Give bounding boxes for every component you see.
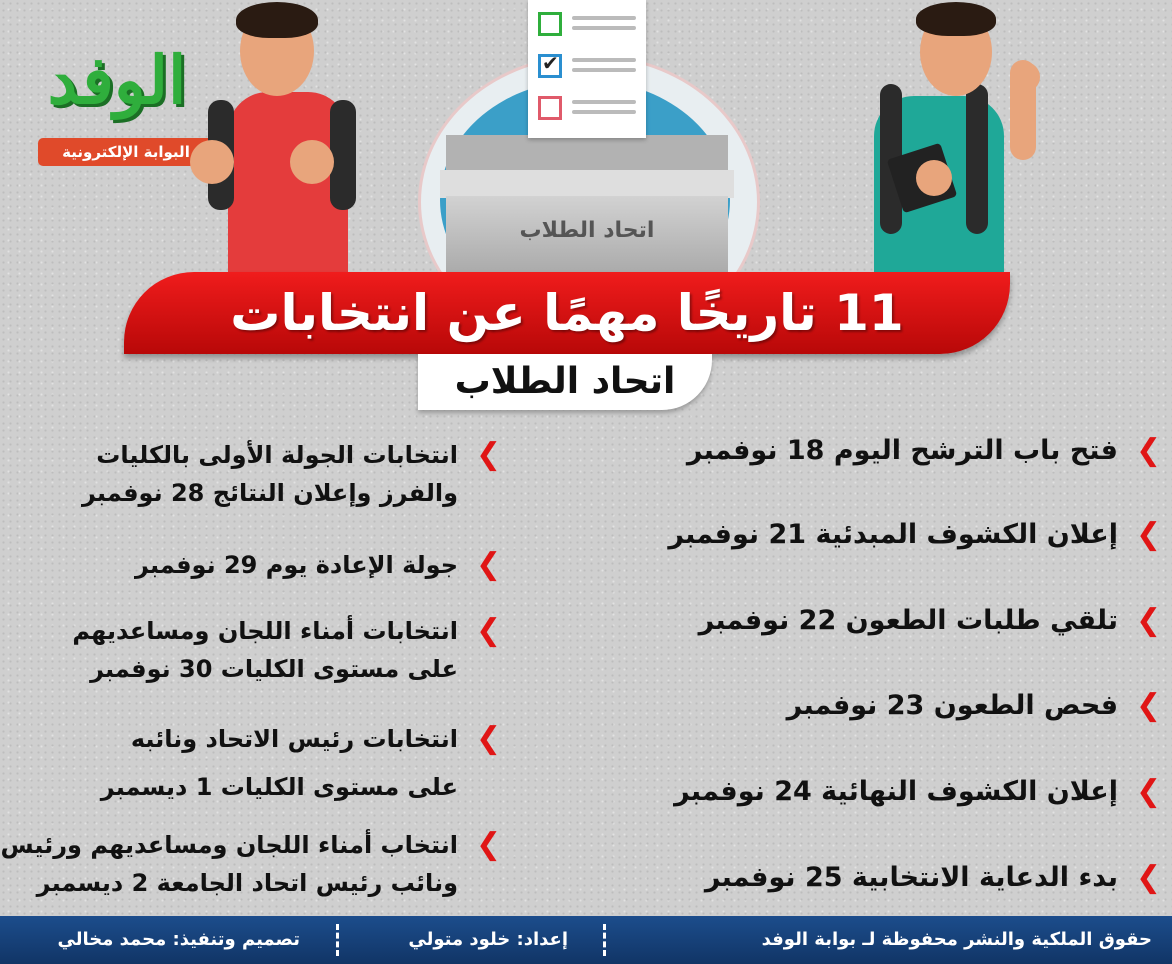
chevron-left-icon: ❮ <box>476 547 502 582</box>
logo-tagline: البوابة الإلكترونية <box>38 138 214 166</box>
list-item <box>687 431 1118 471</box>
list-item-text: فحص الطعون 23 نوفمبر <box>786 690 1118 721</box>
list-item <box>705 858 1118 898</box>
list-item-line: انتخابات رئيس الاتحاد ونائبه <box>130 725 458 753</box>
list-item-text: فتح باب الترشح اليوم 18 نوفمبر <box>686 435 1118 466</box>
student-illustration-left <box>190 0 370 272</box>
list-item-line: على مستوى الكليات 1 ديسمبر <box>100 773 458 801</box>
list-item-line: انتخابات أمناء اللجان ومساعديهم <box>72 617 458 645</box>
list-item <box>668 515 1118 555</box>
logo <box>22 38 212 170</box>
footer-rights: حقوق الملكية والنشر محفوظة لـ بوابة الوفد <box>761 929 1152 950</box>
chevron-left-icon: ❮ <box>1136 517 1162 552</box>
list-item-line: انتخاب أمناء اللجان ومساعديهم ورئيس <box>0 831 458 859</box>
student-illustration-right <box>860 0 1040 272</box>
list-item-line: انتخابات الجولة الأولى بالكليات <box>96 441 458 469</box>
list-item <box>1 826 459 902</box>
list-item <box>82 436 458 512</box>
list-item-line: على مستوى الكليات 30 نوفمبر <box>90 655 458 683</box>
ballot-paper <box>528 0 646 138</box>
list-item-text: إعلان الكشوف النهائية 24 نوفمبر <box>674 776 1118 807</box>
list-item <box>135 546 458 584</box>
list-item <box>101 720 458 806</box>
chevron-left-icon: ❮ <box>1136 688 1162 723</box>
chevron-left-icon: ❮ <box>476 721 502 756</box>
list-item <box>787 686 1118 726</box>
footer-divider <box>603 924 606 956</box>
chevron-left-icon: ❮ <box>1136 860 1162 895</box>
list-item-line: والفرز وإعلان النتائج 28 نوفمبر <box>82 479 458 507</box>
list-item-line: جولة الإعادة يوم 29 نوفمبر <box>135 551 458 579</box>
list-item-line: ونائب رئيس اتحاد الجامعة 2 ديسمبر <box>36 869 458 897</box>
chevron-left-icon: ❮ <box>476 613 502 648</box>
chevron-left-icon: ❮ <box>476 437 502 472</box>
checkbox-empty-icon <box>538 12 562 36</box>
ballot-box-label: اتحاد الطلاب <box>519 218 655 243</box>
checkbox-checked-icon: ✔ <box>538 54 562 78</box>
list-item <box>699 601 1118 641</box>
checkbox-empty-icon <box>538 96 562 120</box>
list-item-text: إعلان الكشوف المبدئية 21 نوفمبر <box>668 519 1118 550</box>
page-title: 11 تاريخًا مهمًا عن انتخابات <box>230 284 904 342</box>
footer-prepared: إعداد: خلود متولي <box>408 929 568 950</box>
chevron-left-icon: ❮ <box>1136 603 1162 638</box>
page-subtitle: اتحاد الطلاب <box>454 361 676 402</box>
list-item <box>72 612 458 688</box>
footer-divider <box>336 924 339 956</box>
chevron-left-icon: ❮ <box>1136 433 1162 468</box>
list-item <box>674 772 1118 812</box>
chevron-left-icon: ❮ <box>1136 774 1162 809</box>
list-item-text: تلقي طلبات الطعون 22 نوفمبر <box>698 605 1118 636</box>
footer-design: تصميم وتنفيذ: محمد مخالي <box>57 929 300 950</box>
chevron-left-icon: ❮ <box>476 827 502 862</box>
list-item-text: بدء الدعاية الانتخابية 25 نوفمبر <box>704 862 1118 893</box>
ballot-box-lid <box>440 170 734 198</box>
logo-word: الوفد <box>47 41 187 119</box>
